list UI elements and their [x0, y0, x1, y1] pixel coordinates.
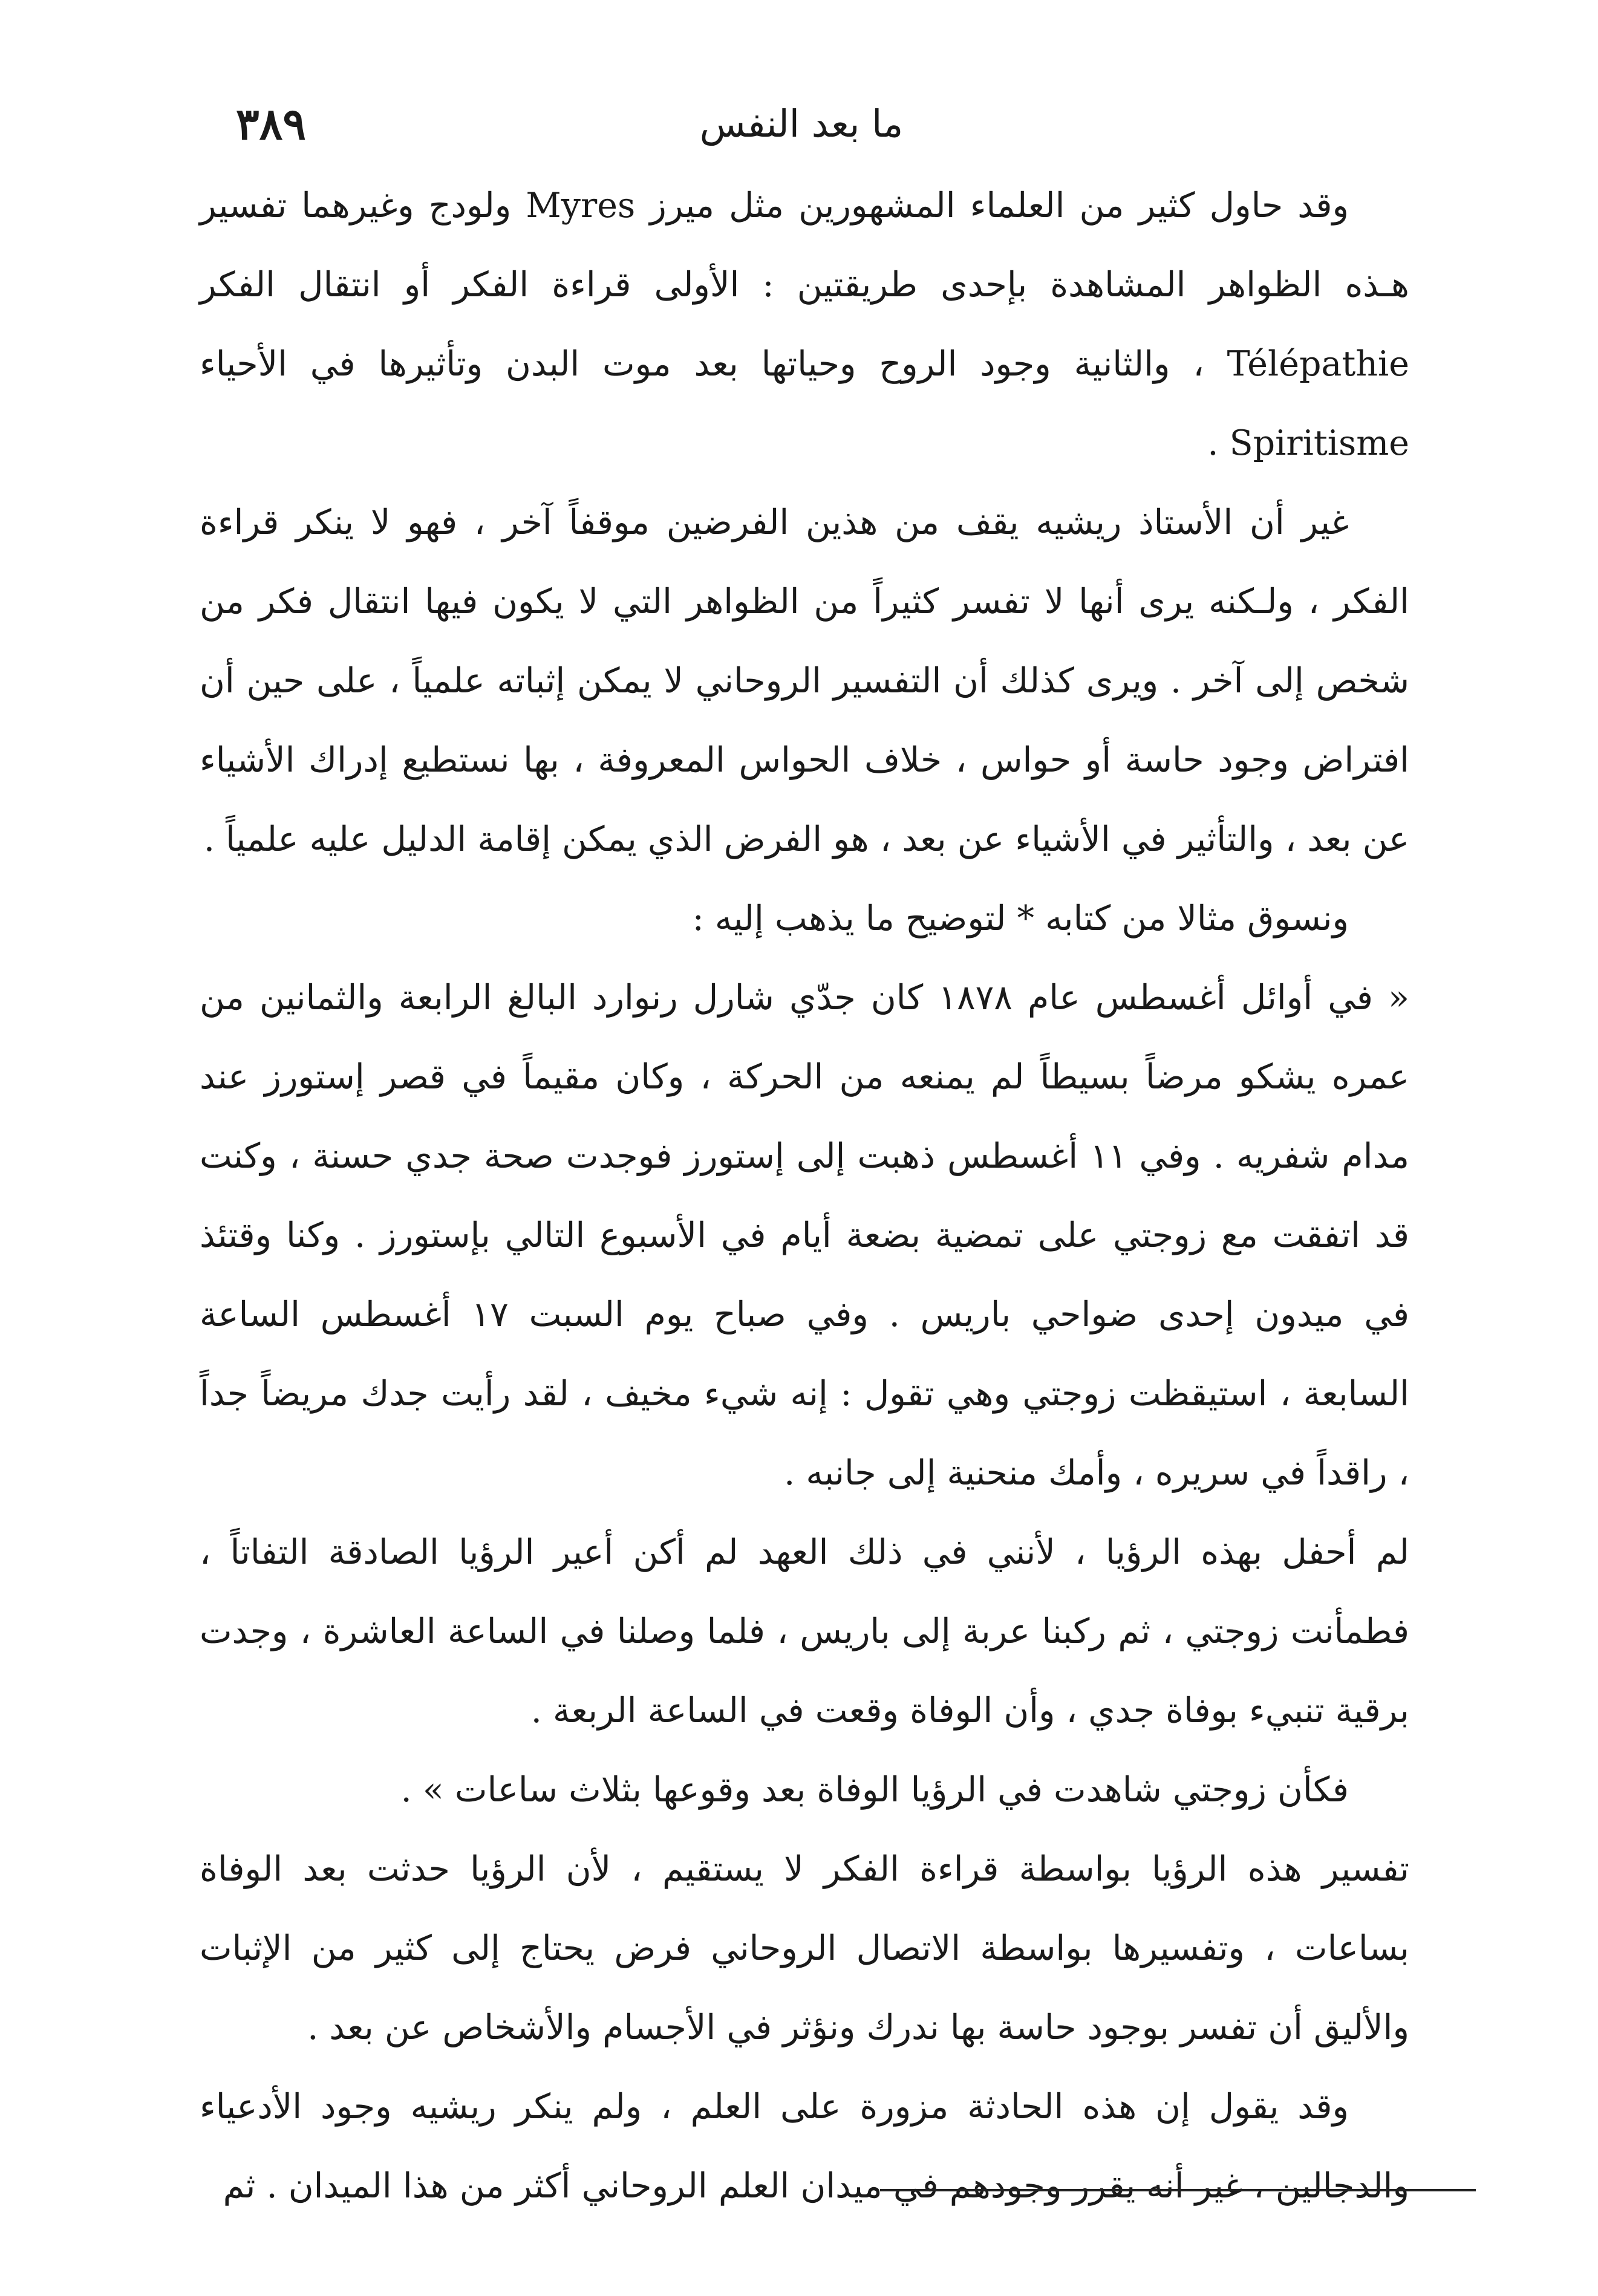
- paragraph-6-quote: فكأن زوجتي شاهدت في الرؤيا الوفاة بعد وقوعها بثلاث ساعات » .: [400, 1770, 1349, 1810]
- paragraph-5-quote: لم أحفل بهذه الرؤيا ، لأنني في ذلك العهد لم أكن أعير الرؤيا الصادقة التفاتاً ، فطمأنت زوجتي ، ثم ركبنا عربة إلى باريس ، فلما وصلنا في الساعة العاشرة ، وجدت برقية تنبيء بوفاة جدي ، وأن الوفاة وقعت في الساعة الربعة .: [200, 1532, 1409, 1731]
- running-head: ما بعد النفس: [699, 102, 904, 146]
- paragraph-2: غير أن الأستاذ ريشيه يقف من هذين الفرضين موقفاً آخر ، فهو لا ينكر قراءة الفكر ، ولـكنه يرى أنها لا تفسر كثيراً من الظواهر التي لا يكون فيها انتقال فكر من شخص إلى آخر . ويرى كذلك أن التفسير الروحاني لا يمكن إثباته علمياً ، على حين أن افتراض وجود حاسة أو حواس ، خلاف الحواس المعروفة ، بها نستطيع إدراك الأشياء عن بعد ، والتأثير في الأشياء عن بعد ، هو الفرض الذي يمكن إقامة الدليل عليه علمياً .: [200, 502, 1409, 859]
- footnote-rule: [880, 2189, 1476, 2191]
- paragraph-4-quote: « في أوائل أغسطس عام ١٨٧٨ كان جدّي شارل رنوارد البالغ الرابعة والثمانين من عمره يشكو مرضاً بسيطاً لم يمنعه من الحركة ، وكان مقيماً في قصر إستورز عند مدام شفريه . وفي ١١ أغسطس ذهبت إلى إستورز فوجدت صحة جدي حسنة ، وكنت قد اتفقت مع زوجتي على تمضية بضعة أيام في الأسبوع التالي بإستورز . وكنا وقتئذ في ميدون إحدى ضواحي باريس . وفي صباح يوم السبت ١٧ أغسطس الساعة السابعة ، استيقظت زوجتي وهي تقول : إنه شيء مخيف ، لقد رأيت جدك مريضاً جداً ، راقداً في سريره ، وأمك منحنية إلى جانبه .: [200, 978, 1409, 1493]
- paragraph-8: وقد يقول إن هذه الحادثة مزورة على العلم ، ولم ينكر ريشيه وجود الأدعياء والدجالين ، غير أنه يقرر وجودهم في ميدان العلم الروحاني أكثر من هذا الميدان . ثم: [200, 2087, 1409, 2206]
- paragraph-3: ونسوق مثالا من كتابه * لتوضيح ما يذهب إليه :: [692, 899, 1349, 938]
- page-header: [200, 91, 1403, 157]
- paragraph-1: وقد حاول كثير من العلماء المشهورين مثل ميرز Myres ولودج وغيرهما تفسير هـذه الظواهر المشاهدة بإحدى طريقتين : الأولى قراءة الفكر أو انتقال الفكر Télépathie ، والثانية وجود الروح وحياتها بعد موت البدن وتأثيرها في الأحياء Spiritisme .: [200, 186, 1409, 463]
- paragraph-7: تفسير هذه الرؤيا بواسطة قراءة الفكر لا يستقيم ، لأن الرؤيا حدثت بعد الوفاة بساعات ، وتفسيرها بواسطة الاتصال الروحاني فرض يحتاج إلى كثير من الإثبات والأليق أن تفسر بوجود حاسة بها ندرك ونؤثر في الأجسام والأشخاص عن بعد .: [200, 1849, 1409, 2047]
- page-number: ٣٨٩: [236, 98, 307, 149]
- body-text: [200, 166, 1409, 2226]
